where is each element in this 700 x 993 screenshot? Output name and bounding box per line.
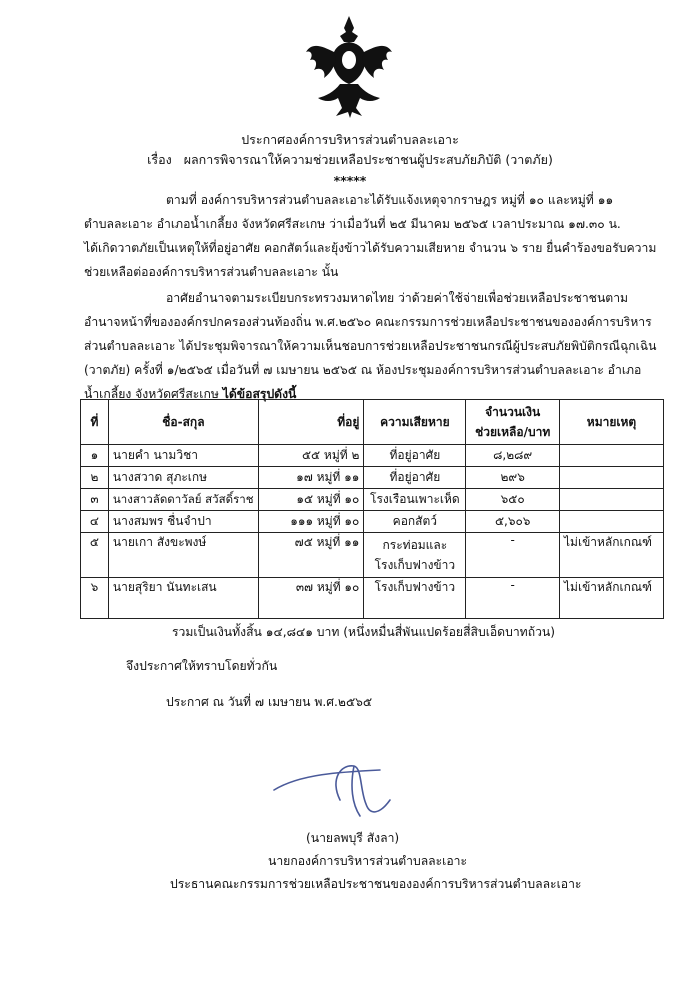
cell-amount: ๒๙๖ xyxy=(466,467,560,489)
cell-remark: ไม่เข้าหลักเกณฑ์ xyxy=(560,578,664,619)
p2-line-3: ส่วนตำบลละเอาะ ได้ประชุมพิจารณาให้ความเห็นชอบการช่วยเหลือประชาชนกรณีผู้ประสบภัยพิบัติกรณีฉุกเฉิน xyxy=(84,339,657,353)
cell-address: ๓๗ หมู่ที่ ๑๐ xyxy=(258,578,363,619)
cell-amount: ๖๕๐ xyxy=(466,489,560,511)
cell-name: นางสวาด สุภะเกษ xyxy=(108,467,258,489)
subject-text: ผลการพิจารณาให้ความช่วยเหลือประชาชนผู้ประสบภัยภิบัติ (วาตภัย) xyxy=(183,152,553,167)
cell-remark xyxy=(560,445,664,467)
col-header: ชื่อ-สกุล xyxy=(108,400,258,445)
cell-address: ๕๕ หมู่ที่ ๒ xyxy=(258,445,363,467)
notice-line: จึงประกาศให้ทราบโดยทั่วกัน xyxy=(126,659,278,673)
cell-remark xyxy=(560,489,664,511)
table-row xyxy=(81,467,664,489)
table-row xyxy=(81,578,664,619)
p2-last-text: น้ำเกลี้ยง จังหวัดศรีสะเกษ xyxy=(84,387,219,401)
cell-no: ๕ xyxy=(81,533,109,578)
cell-name: นายเกา สังขะพงษ์ xyxy=(108,533,258,578)
cell-name: นางสาวลัดดาวัลย์ สวัสดิ์ราช xyxy=(108,489,258,511)
p1-line-1: ตามที่ องค์การบริหารส่วนตำบลละเอาะได้รับแจ้งเหตุจากราษฎร หมู่ที่ ๑๐ และหมู่ที่ ๑๑ xyxy=(166,193,614,207)
cell-remark xyxy=(560,467,664,489)
cell-damage: กระท่อมและ โรงเก็บฟางข้าว xyxy=(364,533,466,578)
aid-table xyxy=(80,399,664,619)
agency-title: ประกาศองค์การบริหารส่วนตำบลละเอาะ xyxy=(241,132,459,147)
cell-amount: - xyxy=(466,578,560,619)
signer-title-1: นายกองค์การบริหารส่วนตำบลละเอาะ xyxy=(268,854,468,868)
cell-name: นางสมพร ชื่นจำปา xyxy=(108,511,258,533)
cell-amount: ๘,๒๘๙ xyxy=(466,445,560,467)
cell-name: นายสุริยา นันทะเสน xyxy=(108,578,258,619)
p2-line-4: (วาตภัย) ครั้งที่ ๑/๒๕๖๕ เมื่อวันที่ ๗ เมษายน ๒๕๖๕ ณ ห้องประชุมองค์การบริหารส่วนตำบลละเอาะ อำเภอ xyxy=(84,363,642,377)
p2-line-1: อาศัยอำนาจตามระเบียบกระทรวงมหาดไทย ว่าด้วยค่าใช้จ่ายเพื่อช่วยเหลือประชาชนตาม xyxy=(166,291,629,305)
cell-address: ๑๕ หมู่ที่ ๑๐ xyxy=(258,489,363,511)
announce-date: ประกาศ ณ วันที่ ๗ เมษายน พ.ศ.๒๕๖๕ xyxy=(166,695,373,709)
cell-no: ๑ xyxy=(81,445,109,467)
cell-remark xyxy=(560,511,664,533)
subject-line xyxy=(0,150,700,170)
col-header: ที่ xyxy=(81,400,109,445)
col-header: ความเสียหาย xyxy=(364,400,466,445)
garuda-emblem xyxy=(304,12,394,122)
cell-damage: คอกสัตว์ xyxy=(364,511,466,533)
col-header: หมายเหตุ xyxy=(560,400,664,445)
col-header: ที่อยู่ xyxy=(258,400,363,445)
cell-amount: - xyxy=(466,533,560,578)
conclusion-emphasis: ได้ข้อสรุปดังนี้ xyxy=(222,387,297,401)
cell-damage: ที่อยู่อาศัย xyxy=(364,467,466,489)
table-header-row xyxy=(81,400,664,445)
cell-damage: ที่อยู่อาศัย xyxy=(364,445,466,467)
cell-remark: ไม่เข้าหลักเกณฑ์ xyxy=(560,533,664,578)
signer-title-2: ประธานคณะกรรมการช่วยเหลือประชาชนขององค์การบริหารส่วนตำบลละเอาะ xyxy=(170,877,582,891)
cell-no: ๓ xyxy=(81,489,109,511)
cell-name: นายคำ นามวิชา xyxy=(108,445,258,467)
cell-damage: โรงเก็บฟางข้าว xyxy=(364,578,466,619)
subject-label: เรื่อง xyxy=(147,152,172,167)
cell-address: ๑๑๑ หมู่ที่ ๑๐ xyxy=(258,511,363,533)
cell-damage: โรงเรือนเพาะเห็ด xyxy=(364,489,466,511)
signature xyxy=(270,760,430,830)
cell-amount: ๕,๖๐๖ xyxy=(466,511,560,533)
p1-line-4: ช่วยเหลือต่อองค์การบริหารส่วนตำบลละเอาะ นั้น xyxy=(84,265,339,279)
cell-address: ๑๗ หมู่ที่ ๑๑ xyxy=(258,467,363,489)
table-row xyxy=(81,511,664,533)
table-row xyxy=(81,445,664,467)
signer-name: (นายลพบุรี สังลา) xyxy=(306,831,400,845)
separator-stars: ***** xyxy=(333,173,367,188)
cell-no: ๒ xyxy=(81,467,109,489)
col-header: จำนวนเงิน ช่วยเหลือ/บาท xyxy=(466,400,560,445)
total-amount: รวมเป็นเงินทั้งสิ้น ๑๔,๘๔๑ บาท (หนึ่งหมื่นสี่พันแปดร้อยสี่สิบเอ็ดบาทถ้วน) xyxy=(172,625,556,639)
cell-address: ๗๕ หมู่ที่ ๑๑ xyxy=(258,533,363,578)
cell-no: ๖ xyxy=(81,578,109,619)
cell-no: ๔ xyxy=(81,511,109,533)
p1-line-2: ตำบลละเอาะ อำเภอน้ำเกลี้ยง จังหวัดศรีสะเกษ ว่าเมื่อวันที่ ๒๕ มีนาคม ๒๕๖๕ เวลาประมาณ ๑๗.๓๐ น. xyxy=(84,217,621,231)
table-row xyxy=(81,489,664,511)
p1-line-3: ได้เกิดวาตภัยเป็นเหตุให้ที่อยู่อาศัย คอกสัตว์และยุ้งข้าวได้รับความเสียหาย จำนวน ๖ ราย ยื่นคำร้องขอรับความ xyxy=(84,241,657,255)
p2-line-2: อำนาจหน้าที่ขององค์กรปกครองส่วนท้องถิ่น พ.ศ.๒๕๖๐ คณะกรรมการช่วยเหลือประชาชนขององค์การบริหาร xyxy=(84,315,652,329)
table-row xyxy=(81,533,664,578)
